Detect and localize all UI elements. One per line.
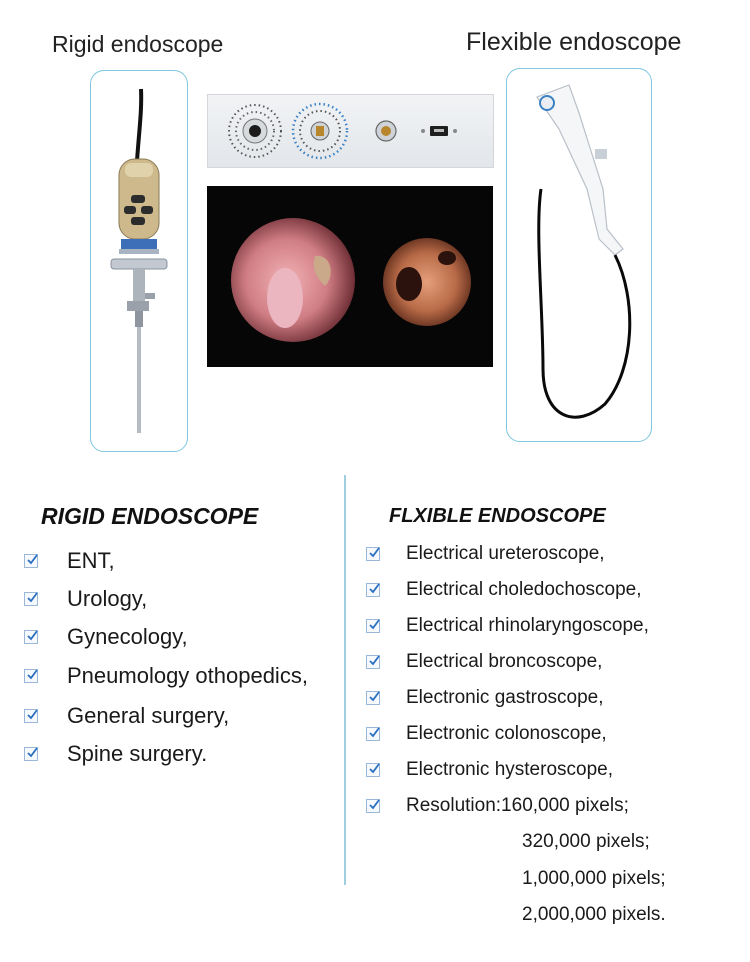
checkbox-checked-icon	[366, 727, 380, 741]
rigid-endoscope-image-frame	[90, 70, 188, 452]
flexible-endoscope-title: Flexible endoscope	[466, 28, 682, 56]
checkbox-checked-icon	[366, 763, 380, 777]
resolution-line: 2,000,000 pixels.	[522, 904, 666, 925]
endoscopic-view-images	[207, 186, 493, 367]
checkbox-checked-icon	[24, 630, 38, 644]
checkbox-checked-icon	[366, 619, 380, 633]
resolution-line: 1,000,000 pixels;	[522, 868, 666, 889]
flexible-section-heading: FLXIBLE ENDOSCOPE	[389, 505, 606, 527]
checkbox-checked-icon	[366, 583, 380, 597]
checkbox-checked-icon	[24, 747, 38, 761]
checkbox-checked-icon	[24, 709, 38, 723]
resolution-line: 320,000 pixels;	[522, 831, 650, 852]
checkbox-checked-icon	[366, 655, 380, 669]
section-divider	[344, 475, 346, 885]
checkbox-checked-icon	[24, 669, 38, 683]
flexible-endoscope-illustration	[507, 69, 651, 441]
checkbox-checked-icon	[24, 592, 38, 606]
checkbox-checked-icon	[366, 799, 380, 813]
rigid-section-heading: RIGID ENDOSCOPE	[41, 503, 259, 529]
checkbox-checked-icon	[366, 547, 380, 561]
camera-system-connector-panel	[207, 94, 494, 168]
rigid-endoscope-title: Rigid endoscope	[52, 31, 224, 57]
rigid-endoscope-illustration	[91, 71, 187, 451]
checkbox-checked-icon	[366, 691, 380, 705]
flexible-endoscope-image-frame	[506, 68, 652, 442]
checkbox-checked-icon	[24, 554, 38, 568]
